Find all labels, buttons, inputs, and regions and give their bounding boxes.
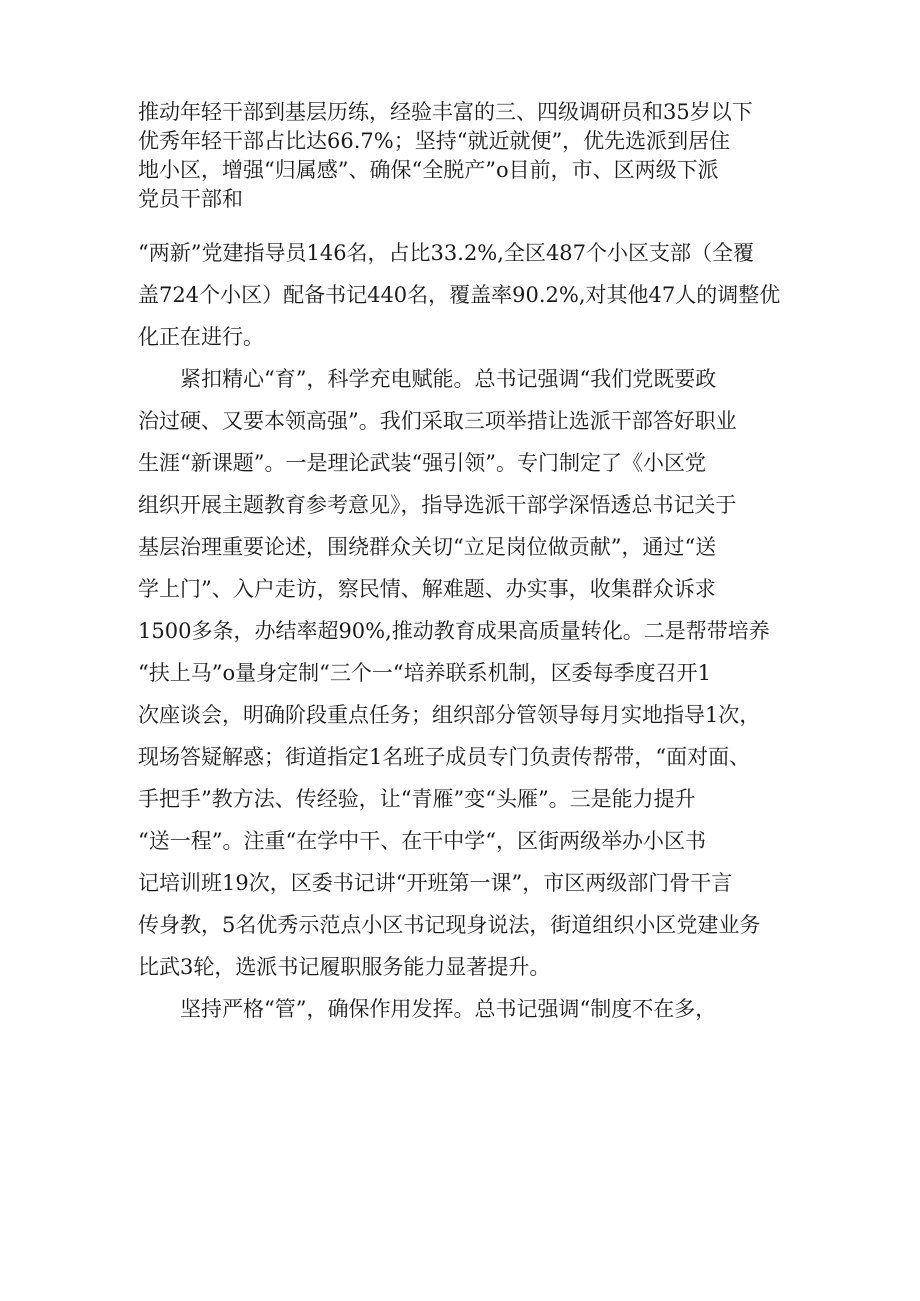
text-line: 传身教，5名优秀示范点小区书记现身说法，街道组织小区党建业务	[138, 913, 761, 937]
text-line: 地小区，增强“归属感”、确保“全脱产”o目前，市、区两级下派	[138, 158, 719, 182]
text-line: 记培训班19次，区委书记讲“开班第一课”，市区两级部门骨干言	[138, 871, 733, 895]
text-line: 1500多条，办结率超90%,推动教育成果高质量转化。二是帮带培养	[138, 619, 770, 643]
text-line: 推动年轻干部到基层历练，经验丰富的三、四级调研员和35岁以下	[138, 100, 753, 124]
paragraph-training	[138, 358, 788, 988]
text-line: “扶上马”o量身定制“三个一“培养联系机制，区委每季度召开1	[138, 661, 711, 685]
text-line: 比武3轮，选派书记履职服务能力显著提升。	[138, 955, 551, 979]
text-line: 次座谈会，明确阶段重点任务；组织部分管领导每月实地指导1次，	[138, 703, 761, 727]
text-line: “两新”党建指导员146名，占比33.2%,全区487个小区支部（全覆	[138, 241, 755, 265]
text-line: 基层治理重要论述，围绕群众关切“立足岗位做贡献”，通过“送	[138, 535, 717, 559]
paragraph-statistics	[138, 232, 788, 358]
text-line: 现场答疑解惑；街道指定1名班子成员专门负责传帮带，“面对面、	[138, 745, 751, 769]
text-line: 治过硬、又要本领高强”。我们采取三项举措让选派干部答好职业	[138, 409, 737, 433]
text-line: “送一程”。注重“在学中干、在干中学“，区街两级举办小区书	[138, 829, 706, 853]
text-line: 坚持严格“管”，确保作用发挥。总书记强调“制度不在多，	[138, 997, 717, 1021]
text-line: 盖724个小区）配备书记440名，覆盖率90.2%,对其他47人的调整优	[138, 283, 781, 307]
text-line: 优秀年轻干部占比达66.7%；坚持“就近就便”，优先选派到居住	[138, 129, 731, 153]
text-line: 党员干部和	[138, 187, 243, 211]
body-text	[138, 232, 788, 1030]
text-line: 手把手”教方法、传经验，让“青雁”变“头雁”。三是能力提升	[138, 787, 696, 811]
text-line: 组织开展主题教育参考意见》，指导选派干部学深悟透总书记关于	[138, 493, 737, 517]
text-line: 紧扣精心“育”，科学充电赋能。总书记强调“我们党既要政	[138, 367, 717, 391]
text-line: 化正在进行。	[138, 325, 264, 349]
text-line: 学上门”、入户走访，察民情、解难题、办实事，收集群众诉求	[138, 577, 716, 601]
paragraph-intro	[138, 98, 788, 214]
paragraph-management	[138, 988, 788, 1030]
text-line: 生涯“新课题”。一是理论武装“强引领”。专门制定了《小区党	[138, 451, 706, 475]
